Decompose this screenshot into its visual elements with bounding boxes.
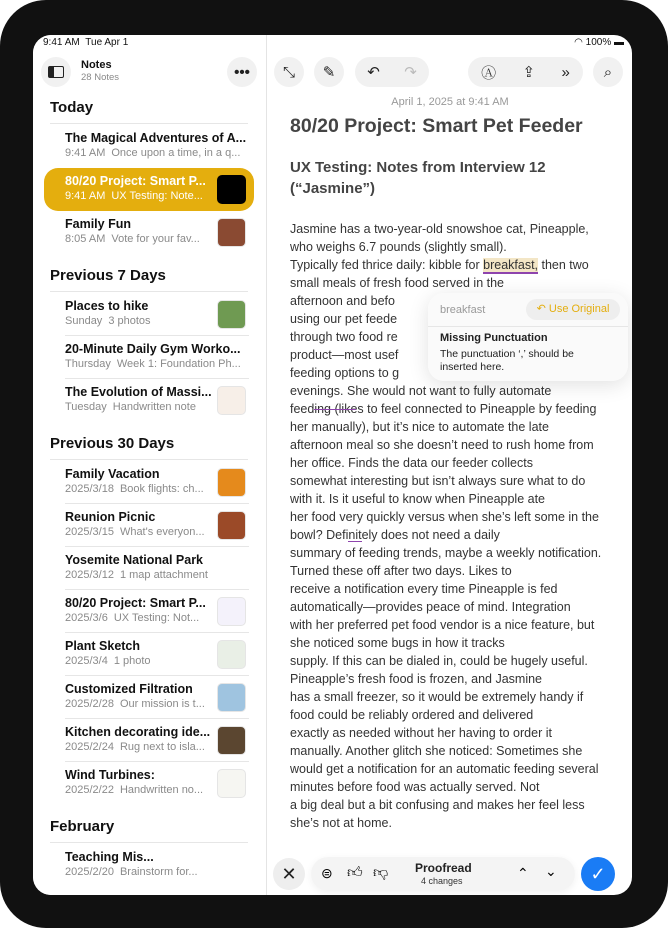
note-body-line[interactable]: using our pet feede	[290, 312, 398, 326]
note-body-line[interactable]: supply. If this can be dialed in, could be hugely useful.	[290, 654, 588, 668]
note-body-line[interactable]: summary of feeding trends, maybe a weekly notification.	[290, 546, 602, 560]
note-list-item[interactable]	[33, 125, 267, 168]
note-body-line[interactable]: her office. Finds the data our feeder collects	[290, 456, 533, 470]
note-count: 28 Notes	[81, 72, 120, 83]
note-thumbnail	[217, 726, 246, 755]
note-item-subtitle: 9:41 AM Once upon a time, in a q...	[65, 147, 241, 159]
compose-icon: ✎	[322, 64, 336, 81]
note-item-title: 80/20 Project: Smart P...	[65, 596, 206, 610]
note-body-line[interactable]: would get a notification for an automatic feeding several	[290, 762, 599, 776]
note-thumbnail	[217, 175, 246, 204]
note-list-item[interactable]	[44, 168, 254, 211]
note-body-line[interactable]: with her preferred pet food vendor is a nice feature, but	[290, 618, 595, 632]
note-body-line[interactable]: somewhat interesting but isn’t always sure what to do	[290, 474, 586, 488]
search-icon: ⌕	[603, 63, 613, 81]
undo-redo-group	[355, 57, 429, 87]
note-body-line[interactable]: has a small freezer, so it would be extremely handy if	[290, 690, 584, 704]
note-item-title: Places to hike	[65, 299, 149, 313]
note-item-title: Teaching Mis...	[65, 850, 154, 864]
note-body-line[interactable]: through two food re	[290, 330, 398, 344]
note-body-line[interactable]: she noticed some bugs in how it tracks	[290, 636, 505, 650]
close-proofread-button[interactable]	[273, 858, 305, 890]
note-item-title: Wind Turbines:	[65, 768, 155, 782]
highlighted-word[interactable]: breakfast,	[483, 258, 539, 272]
compose-button[interactable]	[314, 57, 344, 87]
note-body-line[interactable]: feeding (likes to feel connected to Pineapple by feeding	[290, 402, 597, 416]
close-icon: ✕	[281, 863, 297, 884]
note-editor	[268, 35, 632, 895]
note-item-title: Family Fun	[65, 217, 131, 231]
note-list-item[interactable]	[33, 211, 267, 254]
use-original-button[interactable]: ↶ Use Original	[526, 299, 620, 320]
note-body-line[interactable]: food could be reliably ordered and delivered	[290, 708, 534, 722]
notes-sidebar	[33, 35, 267, 895]
markup-icon[interactable]: Ⓐ	[481, 64, 497, 82]
strikethrough-mark	[314, 409, 356, 410]
note-item-title: The Magical Adventures of A...	[65, 131, 247, 145]
next-change-icon[interactable]: ⌄	[545, 863, 557, 879]
redo-icon[interactable]: ↷	[404, 64, 417, 81]
divider	[50, 123, 248, 124]
section-header: Previous 30 Days	[50, 435, 175, 452]
note-body-line[interactable]: who weighs 6.7 pounds (slightly small).	[290, 240, 507, 254]
note-thumbnail	[217, 300, 246, 329]
note-item-subtitle: 2025/3/15 What's everyon...	[65, 526, 205, 538]
note-item-subtitle: 2025/3/6 UX Testing: Not...	[65, 612, 200, 624]
status-battery: ◠ 100% ▬	[574, 37, 624, 48]
note-thumbnail	[217, 218, 246, 247]
note-list-item[interactable]	[33, 336, 267, 379]
accept-proofread-button[interactable]	[581, 857, 615, 891]
expand-button[interactable]	[274, 57, 304, 87]
note-item-subtitle: 2025/3/12 1 map attachment	[65, 569, 208, 581]
note-body-line[interactable]: bowl? Definitely does not need a daily	[290, 528, 500, 542]
note-item-subtitle: 9:41 AM UX Testing: Note...	[65, 190, 203, 202]
more-button[interactable]	[227, 57, 257, 87]
share-icon[interactable]: ⇪	[522, 64, 536, 81]
proofread-title: Proofread	[415, 861, 472, 875]
note-body-line[interactable]: small meals of fresh food served in the	[290, 276, 504, 290]
note-item-title: Family Vacation	[65, 467, 160, 481]
note-thumbnail	[217, 511, 246, 540]
note-list-item[interactable]	[33, 590, 267, 633]
previous-change-icon[interactable]: ⌃	[517, 865, 529, 881]
note-item-title: The Evolution of Massi...	[65, 385, 212, 399]
section-header: February	[50, 818, 115, 835]
sidebar-icon	[48, 66, 64, 78]
note-thumbnail	[217, 597, 246, 626]
note-thumbnail	[217, 640, 246, 669]
thumbs-down-icon[interactable]: 👎︎	[373, 864, 389, 881]
search-button[interactable]	[593, 57, 623, 87]
note-list-item[interactable]	[33, 293, 267, 336]
note-body-line[interactable]: a big deal but a bit confusing and makes her feel less	[290, 798, 585, 812]
undo-icon[interactable]: ↶	[367, 64, 380, 81]
underline-mark	[348, 541, 362, 542]
note-body-line[interactable]: her manually), but it’s nice to automate the late	[290, 420, 549, 434]
proofread-toolbar	[311, 857, 575, 891]
note-body-line[interactable]: Jasmine has a two-year-old snowshoe cat, Pineapple,	[290, 222, 589, 236]
note-body-line[interactable]: manually. Another glitch she noticed: Sometimes she	[290, 744, 583, 758]
section-header: Today	[50, 99, 94, 116]
issue-description: The punctuation ‘,’ should be inserted here.	[440, 348, 574, 373]
divider	[50, 291, 248, 292]
note-item-title: 80/20 Project: Smart P...	[65, 174, 206, 188]
note-timestamp: April 1, 2025 at 9:41 AM	[391, 96, 509, 108]
note-body-line[interactable]: automatically—provides peace of mind. Integration	[290, 600, 571, 614]
note-body-line[interactable]: feeding options to g	[290, 366, 400, 380]
note-list-item[interactable]	[33, 547, 267, 590]
note-item-subtitle: Tuesday Handwritten note	[65, 401, 196, 413]
note-list-item[interactable]	[33, 379, 267, 422]
note-body-line[interactable]: minutes before food was actually served. Not	[290, 780, 540, 794]
divider	[50, 459, 248, 460]
note-thumbnail	[217, 386, 246, 415]
tools-group	[468, 57, 583, 87]
note-body-line[interactable]: with it. Is it useful to know when Pineapple ate	[290, 492, 546, 506]
changes-count: 4 changes	[421, 876, 463, 886]
note-item-subtitle: 2025/3/4 1 photo	[65, 655, 151, 667]
note-heading: UX Testing: Notes from Interview 12 (“Jasmine”)	[290, 159, 546, 197]
note-item-subtitle: 8:05 AM Vote for your fav...	[65, 233, 200, 245]
note-list-item[interactable]	[33, 676, 267, 719]
status-time: 9:41 AM Tue Apr 1	[43, 37, 129, 48]
note-list-item[interactable]	[33, 633, 267, 676]
note-body-line[interactable]: her food very quickly versus when she’s left some in the	[290, 510, 599, 524]
thumbs-up-icon[interactable]: 👍︎	[347, 864, 363, 881]
divider	[50, 842, 248, 843]
sidebar-toggle-button[interactable]	[41, 57, 71, 87]
note-item-subtitle: 2025/3/18 Book flights: ch...	[65, 483, 204, 495]
issue-title: Missing Punctuation	[440, 332, 548, 344]
note-body-line[interactable]: Turned these off after two days. Likes to	[290, 564, 512, 578]
note-body-line[interactable]: evenings. She would not want to fully automate	[290, 384, 552, 398]
note-list-item[interactable]	[33, 844, 267, 887]
note-body-line[interactable]: exactly as needed without her having to order it	[290, 726, 552, 740]
note-item-subtitle: 2025/2/28 Our mission is t...	[65, 698, 205, 710]
note-item-title: Plant Sketch	[65, 639, 141, 653]
note-item-subtitle: Thursday Week 1: Foundation Ph...	[65, 358, 241, 370]
note-list-item[interactable]	[33, 719, 267, 762]
note-thumbnail	[217, 468, 246, 497]
note-body-line[interactable]: receive a notification every time Pineapple is fed	[290, 582, 558, 596]
proofread-suggestion-popover	[428, 293, 628, 381]
divider	[428, 326, 628, 327]
note-item-title: 20-Minute Daily Gym Worko...	[65, 342, 241, 356]
note-item-title: Reunion Picnic	[65, 510, 156, 524]
note-item-title: Customized Filtration	[65, 682, 193, 696]
note-item-title: Yosemite National Park	[65, 553, 204, 567]
note-item-subtitle: Sunday 3 photos	[65, 315, 151, 327]
checkmark-icon: ✓	[590, 863, 606, 884]
summary-icon[interactable]: ⊜	[321, 865, 333, 881]
note-body-line[interactable]: Pineapple’s fresh food is frozen, and Jasmine	[290, 672, 543, 686]
more-tools-icon[interactable]: »	[561, 63, 570, 81]
note-thumbnail	[217, 683, 246, 712]
note-item-subtitle: 2025/2/20 Brainstorm for...	[65, 866, 198, 878]
expand-icon: ⤡	[282, 63, 295, 81]
revert-icon: ↶	[536, 303, 549, 315]
note-body-line[interactable]: she’s not at home.	[290, 816, 392, 830]
note-item-title: Kitchen decorating ide...	[65, 725, 211, 739]
note-body-line[interactable]: afternoon meal so she doesn’t need to rush home from	[290, 438, 594, 452]
screen	[33, 35, 632, 895]
note-body-line[interactable]: product—most usef	[290, 348, 399, 362]
ellipsis-icon: •••	[234, 63, 250, 81]
note-body-line[interactable]: Typically fed thrice daily: kibble for breakfast, then two	[290, 258, 589, 272]
note-title: 80/20 Project: Smart Pet Feeder	[290, 115, 583, 137]
note-list-item[interactable]	[33, 461, 267, 504]
section-header: Previous 7 Days	[50, 267, 166, 284]
note-item-subtitle: 2025/2/24 Rug next to isla...	[65, 741, 205, 753]
sidebar-title: Notes	[81, 59, 112, 71]
note-list-item[interactable]	[33, 762, 267, 805]
note-body-line[interactable]: afternoon and befo	[290, 294, 395, 308]
note-list-item[interactable]	[33, 504, 267, 547]
note-item-subtitle: 2025/2/22 Handwritten no...	[65, 784, 204, 796]
original-word: breakfast	[440, 304, 486, 316]
note-thumbnail	[217, 769, 246, 798]
